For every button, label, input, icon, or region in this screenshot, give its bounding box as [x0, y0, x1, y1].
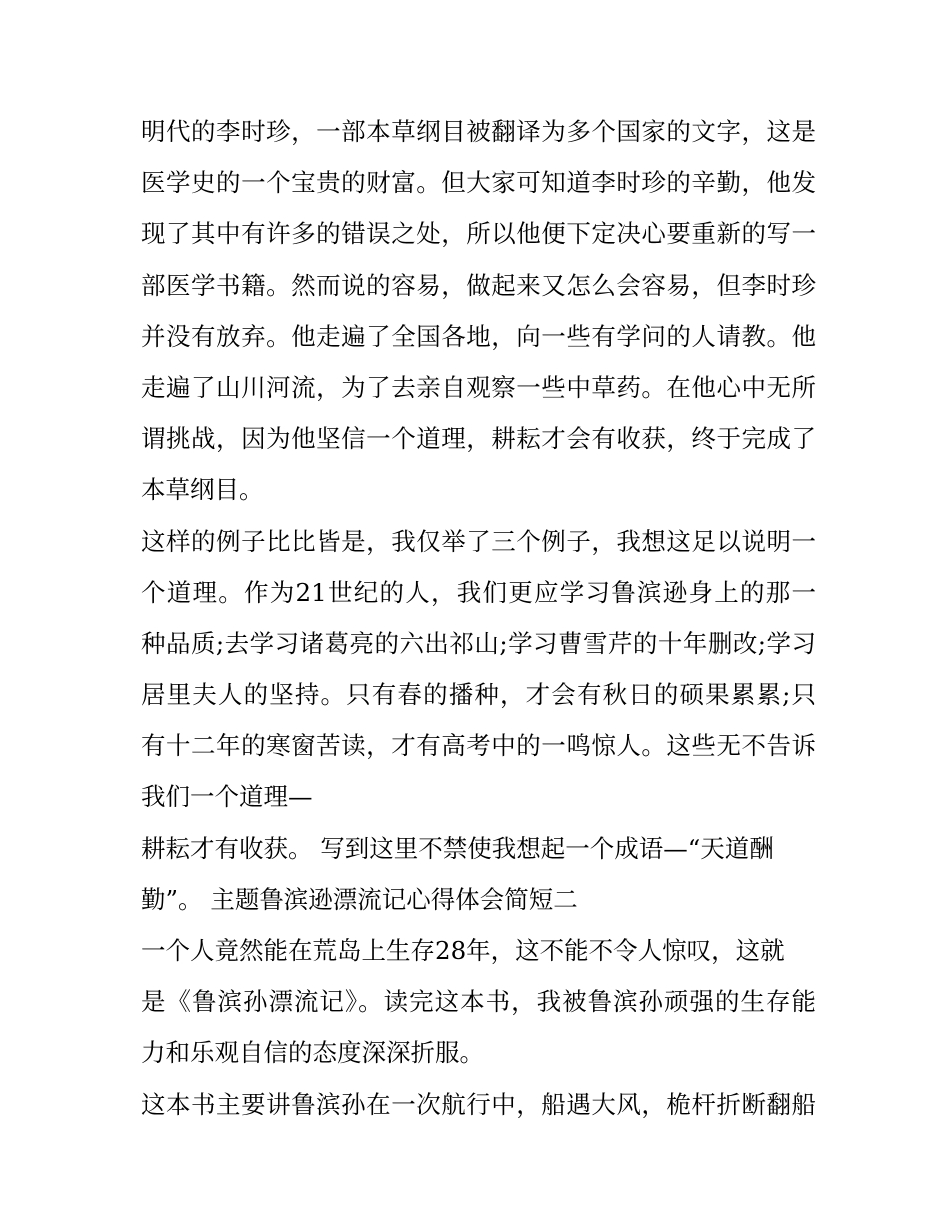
- text-line: 并没有放弃。他走遍了全国各地，向一些有学问的人请教。他: [141, 321, 816, 351]
- text-line: 医学史的一个宝贵的财富。但大家可知道李时珍的辛勤，他发: [141, 168, 816, 198]
- text-line: 部医学书籍。然而说的容易，做起来又怎么会容易，但李时珍: [141, 270, 816, 300]
- text-line: 明代的李时珍，一部本草纲目被翻译为多个国家的文字，这是: [141, 117, 816, 146]
- text-line: 勤”。 主题鲁滨逊漂流记心得体会简短二: [141, 884, 578, 914]
- text-line: 本草纲目。: [141, 475, 264, 505]
- text-line: 走遍了山川河流，为了去亲自观察一些中草药。在他心中无所: [141, 372, 816, 402]
- text-line: 这本书主要讲鲁滨孙在一次航行中，船遇大风，桅杆折断翻船: [141, 1089, 816, 1119]
- text-line: 这样的例子比比皆是，我仅举了三个例子，我想这足以说明一: [141, 526, 816, 556]
- text-line: 谓挑战，因为他坚信一个道理，耕耘才会有收获，终于完成了: [141, 424, 816, 454]
- text-line: 种品质;去学习诸葛亮的六出祁山;学习曹雪芹的十年删改;学习: [141, 628, 816, 658]
- text-line: 现了其中有许多的错误之处，所以他便下定决心要重新的写一: [141, 219, 816, 249]
- text-line: 个道理。作为21世纪的人，我们更应学习鲁滨逊身上的那一: [141, 577, 816, 607]
- text-line: 我们一个道理—: [141, 782, 313, 812]
- document-body-text: [141, 106, 816, 1130]
- text-line: 居里夫人的坚持。只有春的播种，才会有秋日的硕果累累;只: [141, 680, 816, 710]
- text-line: 是《鲁滨孙漂流记》。读完这本书，我被鲁滨孙顽强的生存能: [141, 987, 816, 1017]
- text-line: 一个人竟然能在荒岛上生存28年，这不能不令人惊叹，这就: [141, 936, 785, 965]
- text-line: 耕耘才有收获。 写到这里不禁使我想起一个成语—“天道酬: [141, 833, 774, 863]
- text-line: 力和乐观自信的态度深深折服。: [141, 1038, 484, 1068]
- text-line: 有十二年的寒窗苦读，才有高考中的一鸣惊人。这些无不告诉: [141, 731, 816, 761]
